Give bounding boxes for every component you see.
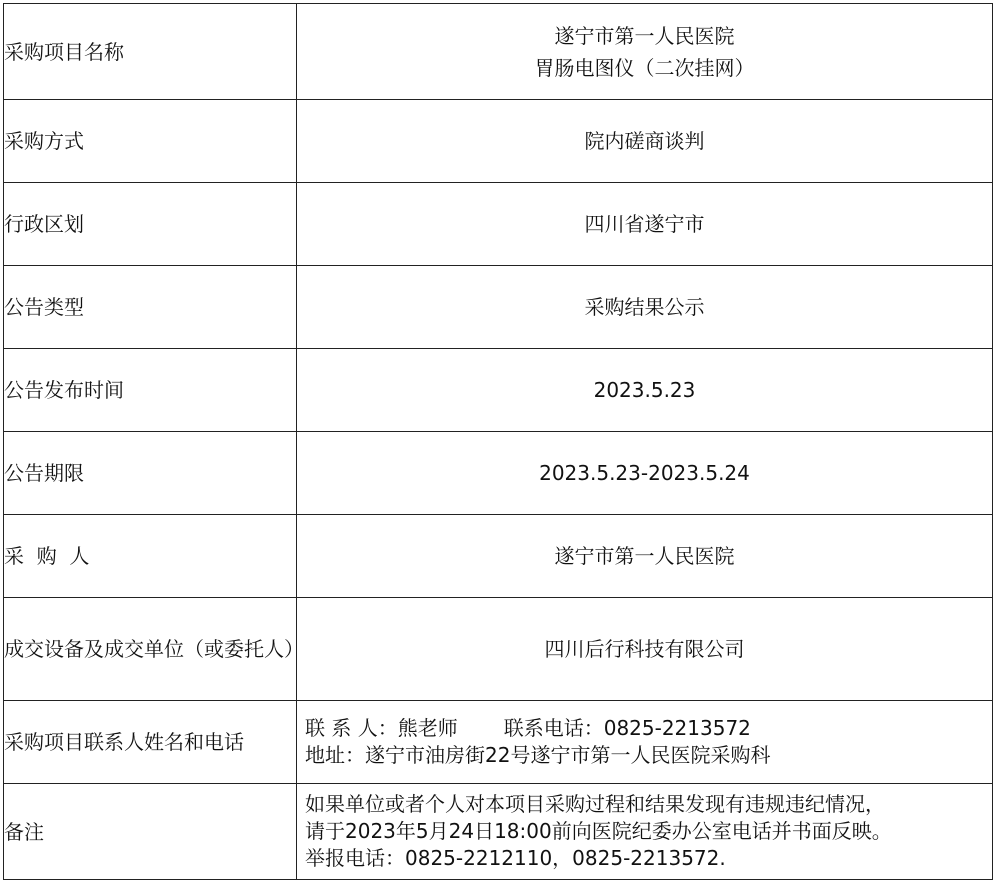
row-purchaser <box>4 515 993 598</box>
value-purchaser: 遂宁市第一人民医院 <box>297 515 993 598</box>
label-region: 行政区划 <box>4 183 297 266</box>
label-notice-period: 公告期限 <box>4 432 297 515</box>
row-notice-type <box>4 266 993 349</box>
label-procurement-method: 采购方式 <box>4 100 297 183</box>
remarks-line-1: 如果单位或者个人对本项目采购过程和结果发现有违规违纪情况， <box>305 792 885 816</box>
label-remarks: 备注 <box>4 784 297 880</box>
value-publish-time: 2023.5.23 <box>297 349 993 432</box>
project-hospital: 遂宁市第一人民医院 <box>554 23 735 48</box>
value-procurement-method: 院内磋商谈判 <box>297 100 993 183</box>
contact-person: 联 系 人：熊老师 <box>305 716 458 740</box>
value-notice-period: 2023.5.23-2023.5.24 <box>297 432 993 515</box>
label-publish-time: 公告发布时间 <box>4 349 297 432</box>
row-publish-time <box>4 349 993 432</box>
contact-address: 地址：遂宁市油房街22号遂宁市第一人民医院采购科 <box>305 743 771 767</box>
row-procurement-method <box>4 100 993 183</box>
value-remarks <box>297 784 993 880</box>
value-contact <box>297 701 993 784</box>
row-remarks <box>4 784 993 880</box>
label-purchaser: 采 购 人 <box>4 515 297 598</box>
label-contact: 采购项目联系人姓名和电话 <box>4 701 297 784</box>
row-contact <box>4 701 993 784</box>
value-region: 四川省遂宁市 <box>297 183 993 266</box>
label-notice-type: 公告类型 <box>4 266 297 349</box>
value-project-name <box>297 4 993 100</box>
row-notice-period <box>4 432 993 515</box>
label-project-name: 采购项目名称 <box>4 4 297 100</box>
contact-line <box>305 715 992 742</box>
procurement-info-table <box>3 3 993 880</box>
project-item: 胃肠电图仪（二次挂网） <box>534 55 755 80</box>
contact-phone: 联系电话：0825-2213572 <box>503 716 751 740</box>
remarks-line-3: 举报电话：0825-2212110，0825-2213572. <box>305 846 726 870</box>
row-region <box>4 183 993 266</box>
row-project-name <box>4 4 993 100</box>
value-winning-supplier: 四川后行科技有限公司 <box>297 598 993 701</box>
row-winning-supplier <box>4 598 993 701</box>
remarks-line-2: 请于2023年5月24日18:00前向医院纪委办公室电话并书面反映。 <box>305 819 892 843</box>
label-winning-supplier: 成交设备及成交单位（或委托人） <box>4 598 297 701</box>
value-notice-type: 采购结果公示 <box>297 266 993 349</box>
